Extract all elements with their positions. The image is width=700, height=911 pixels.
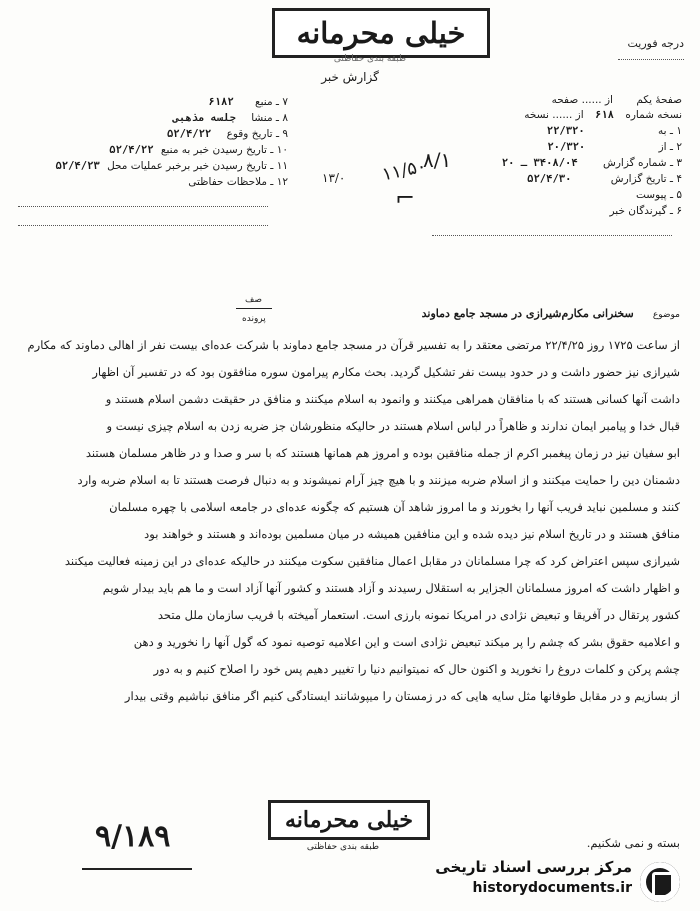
left-field-block	[18, 96, 288, 230]
right-field-block	[432, 94, 682, 240]
bottom-stamp-text: خیلی محرمانه	[284, 807, 414, 833]
field-recipients: ۶ ـ گیرندگان خبر	[609, 205, 682, 217]
body-line: از ساعت ۱۷۲۵ روز ۲۲/۴/۲۵ مرتضی معتقد را به تفسیر قرآن در مسجد جامع دماوند با شرکت عده‌ای بیست نفر از اهالی دماوند که مکارم	[27, 338, 680, 352]
document-title: گزارش خبر	[321, 70, 379, 84]
closing-line: بسته و نمی شکنیم.	[586, 836, 680, 850]
subject-text: سخنرانی مکارم‌شیرازی در مسجد جامع دماوند	[421, 307, 634, 320]
body-line: منافق هستند و در تاریخ اسلام نیز دیده شده و این منافقین همیشه در میان مسلمین بوده‌اند و هستند و خواهند بود	[144, 527, 680, 541]
field-occurrence-date: ۹ ـ تاریخ وقوع ۵۲/۴/۲۲	[166, 128, 288, 140]
margin-note-stroke-icon: ⌐	[395, 184, 416, 212]
saf-label: صف	[245, 295, 262, 305]
field-security-notes: ۱۲ ـ ملاحظات حفاظتی	[188, 176, 288, 188]
body-line: و اظهار داشت که امروز مسلمانان الجزایر به استقلال رسیدند و آزاد هستند و کشور آنها آزاد است و ما هم باید بیدار شویم	[102, 581, 680, 595]
body-line: از بسازیم و در مقابل طوفانها مثل سایه هایی که در زمستان را میپوشانند ایستادگی کنیم اگر منافق نباشیم وقتی بیدار	[124, 689, 680, 703]
field-arrival-to-ops: ۱۱ ـ تاریخ رسیدن خبر برخبر عملیات محل ۵۲/۴/۲۳	[55, 160, 288, 172]
field-from: ۲ ـ از ۲۰/۳۲۰	[547, 141, 682, 153]
body-line: چشم پرکن و کلمات دروغ را نخورید و اکنون حال که نمیتوانیم دنیا را تغییر دهیم پس خود را اصلاح کنیم و به دور	[153, 662, 680, 676]
body-line: و اعلامیه حقوق بشر که چشم را پر میکند تبعیض نژادی است و این اعلامیه توصیه نمود که گول آنها را نخورید و دهن	[133, 635, 680, 649]
watermark-url: historydocuments.ir	[472, 880, 632, 896]
handwritten-number: ۹/۱۸۹	[95, 819, 171, 854]
body-line: ابو سفیان نیز در زمان پیغمبر اکرم از جمله منافقین بوده و امروز هم همانها هستند که با سر و صدا و در ظاهر مسلمان هستند	[85, 446, 680, 460]
field-report-date: ۴ ـ تاریخ گزارش ۵۲/۴/۳۰	[527, 173, 682, 185]
margin-note-1: ۸/۱	[423, 148, 452, 172]
stamp-subtitle: طبقه بندی حفاظتی	[333, 54, 407, 64]
field-copy-number: نسخه شماره ۶۱۸ از ...... نسخه	[524, 109, 682, 121]
top-classification-stamp	[272, 8, 490, 58]
margin-note-3: ۱۳/۰	[322, 171, 346, 185]
classification-caption: طبقه بندی حفاظتی	[306, 842, 380, 852]
body-line: داشت آنها کسانی هستند که با منافقان همراهی میکنند و وانمود به اسلام میکنند و منافق در حقیقت دشمن اسلام هستند و	[105, 392, 680, 406]
field-arrival-to-source: ۱۰ ـ تاریخ رسیدن خبر به منبع ۵۲/۴/۲۲	[109, 144, 288, 156]
stamp-text: خیلی محرمانه	[296, 16, 466, 50]
field-to: ۱ ـ به ۲۲/۳۲۰	[546, 125, 682, 137]
field-report-number: ۳ ـ شماره گزارش ۳۴۰۸/۰۴ ـ ۲۰	[501, 157, 682, 169]
margin-note-2: ۱۱/۵۰	[380, 155, 429, 186]
field-attachment: ۵ ـ پیوست	[635, 189, 682, 201]
priority-field: درجه فوریت	[586, 37, 684, 63]
saf-line	[236, 308, 272, 309]
body-line: کشور پرتقال در آفریقا و تبعیض نژادی در امریکا نمونه بارزی است. استعمار آمیخته با فریب سازمان ملل متحد	[157, 608, 680, 622]
body-line: شیرازی سپس اعتراض کرد که چرا مسلمانان در مقابل اعمال منافقین سکوت میکنند در حالیکه عده‌ای در این زمینه فعالیت میکنند	[64, 554, 680, 568]
body-line: قبال خدا و پیامبر ایمان ندارند و ظاهراً در لباس اسلام هستند در حالیکه منظورشان جز ضربه زدن به اسلام چیزی نیست و	[106, 419, 680, 433]
body-line: کنند و مسلمین نباید فریب آنها را بخورند و ما امروز شاهد آن هستیم که چگونه عده‌ای در جامعه اسلامی با چهره مسلمان	[109, 500, 680, 514]
bottom-classification-stamp	[268, 800, 430, 840]
parvandeh-label: پرونده	[242, 314, 266, 324]
body-line: شیرازی نیز حضور داشت و در حدود بیست نفر تشکیل گردید. بحث مکارم پیرامون سوره منافقون بود که در تفسیر آن اظهار	[92, 365, 680, 379]
handwritten-underline	[82, 868, 192, 870]
subject-row	[280, 302, 680, 321]
field-page: صفحهٔ یکم از ...... صفحه	[551, 94, 682, 106]
report-body	[27, 338, 680, 718]
watermark-fa: مرکز بررسی اسناد تاریخی	[435, 858, 632, 876]
archive-logo-icon	[640, 862, 680, 902]
field-source: ۷ ـ منبع ۶۱۸۲	[208, 96, 288, 108]
subject-label: موضوع	[652, 310, 680, 320]
field-origin: ۸ ـ منشا جلسه مذهبی	[172, 112, 288, 124]
body-line: دشمنان دین را حمایت میکنند و از اسلام ضربه میزنند و با هیچ چیز آرام نمیشوند و به دنبال فرصت هستند تا به اسلام ضربه وارد	[77, 473, 680, 487]
